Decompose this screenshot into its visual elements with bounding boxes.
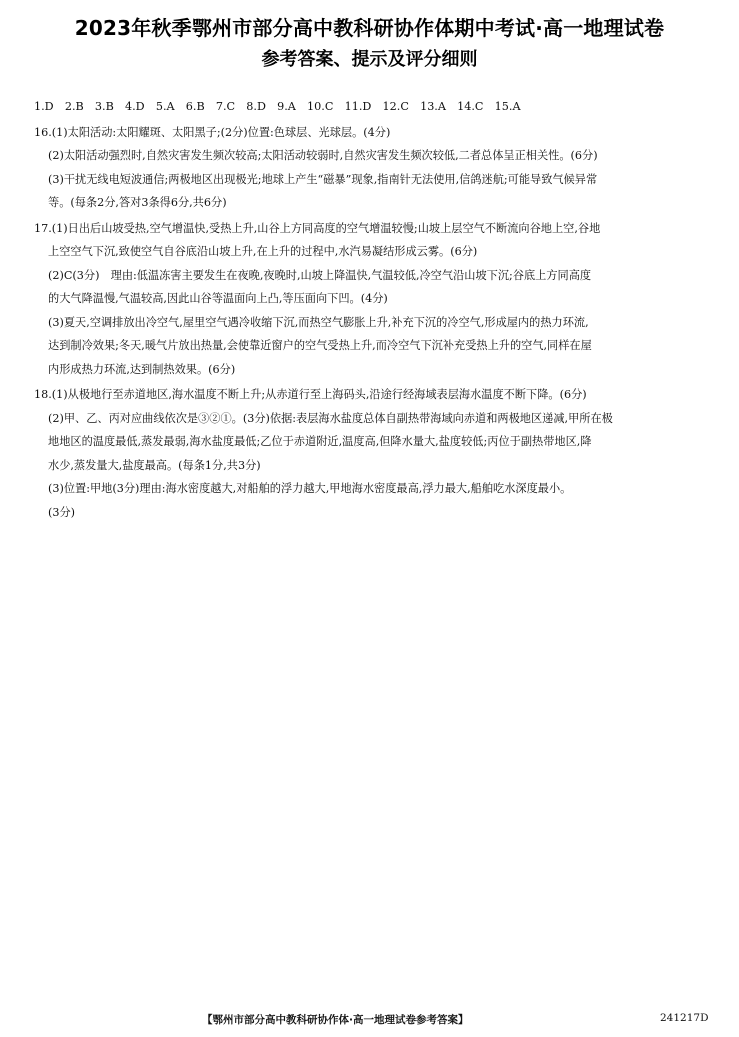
q18-line-1: 18.(1)从极地行至赤道地区,海水温度不断上升;从赤道行至上海码头,沿途行经海域表层海水温度不断下降。(6分) xyxy=(34,388,587,401)
q17-line-7: 内形成热力环流,达到制热效果。(6分) xyxy=(48,362,236,376)
q17-line-5: (3)夏天,空调排放出冷空气,屋里空气遇冷收缩下沉,而热空气膨胀上升,补充下沉的冷空气,形成屋内的热力环流, xyxy=(48,315,589,329)
q18-line-5: (3)位置:甲地(3分)理由:海水密度越大,对船舶的浮力越大,甲地海水密度最高,浮力最大,船舶吃水深度最小。 xyxy=(48,482,572,495)
q18-line-6: (3分) xyxy=(48,505,76,519)
q16-line-4: 等。(每条2分,答对3条得6分,共6分) xyxy=(48,196,227,209)
question-18-answer xyxy=(34,383,714,524)
choice-answers-line: 1.D 2.B 3.B 4.D 5.A 6.B 7.C 8.D 9.A 10.C 11.D 12.C 13.A 14.C 15.A xyxy=(34,100,521,113)
page-subtitle: 参考答案、提示及评分细则 xyxy=(261,49,478,70)
footer-code: 241217D xyxy=(660,1012,709,1024)
q17-line-4: 的大气降温慢,气温较高,因此山谷等温面向上凸,等压面向下凹。(4分) xyxy=(48,292,388,305)
q18-line-4: 水少,蒸发量大,盐度最高。(每条1分,共3分) xyxy=(48,458,261,472)
q17-line-3: (2)C(3分) 理由:低温冻害主要发生在夜晚,夜晚时,山坡上降温快,气温较低,冷空气沿山坡下沉;谷底上方同高度 xyxy=(48,268,592,282)
q16-line-3: (3)干扰无线电短波通信;两极地区出现极光;地球上产生“磁暴”现象,指南针无法使用,信鸽迷航;可能导致气候异常 xyxy=(48,172,598,186)
q16-line-2: (2)太阳活动强烈时,自然灾害发生频次较高;太阳活动较弱时,自然灾害发生频次较低,二者总体呈正相关性。(6分) xyxy=(48,149,598,162)
question-17-answer xyxy=(34,217,714,382)
answer-content xyxy=(34,95,714,524)
footer-label: 【鄂州市部分高中教科研协作体·高一地理试卷参考答案】 xyxy=(202,1014,469,1026)
question-16-answer xyxy=(34,121,714,215)
q17-line-6: 达到制冷效果;冬天,暖气片放出热量,会使靠近窗户的空气受热上升,而冷空气下沉补充受热上升的空气,同样在屋 xyxy=(48,339,592,352)
q16-line-1: 16.(1)太阳活动:太阳耀斑、太阳黑子;(2分)位置:色球层、光球层。(4分) xyxy=(34,125,391,139)
q18-line-2: (2)甲、乙、丙对应曲线依次是③②①。(3分)依据:表层海水盐度总体自副热带海域向赤道和两极地区递减,甲所在极 xyxy=(48,411,613,425)
q17-line-1: 17.(1)日出后山坡受热,空气增温快,受热上升,山谷上方同高度的空气增温较慢;山坡上层空气不断流向谷地上空,谷地 xyxy=(34,221,601,235)
q18-line-3: 地地区的温度最低,蒸发最弱,海水盐度最低;乙位于赤道附近,温度高,但降水量大,盐度较低;丙位于副热带地区,降 xyxy=(48,435,592,448)
q17-line-2: 上空空气下沉,致使空气自谷底沿山坡上升,在上升的过程中,水汽易凝结形成云雾。(6分) xyxy=(48,245,478,258)
page-title: 2023年秋季鄂州市部分高中教科研协作体期中考试·高一地理试卷 xyxy=(74,16,665,40)
